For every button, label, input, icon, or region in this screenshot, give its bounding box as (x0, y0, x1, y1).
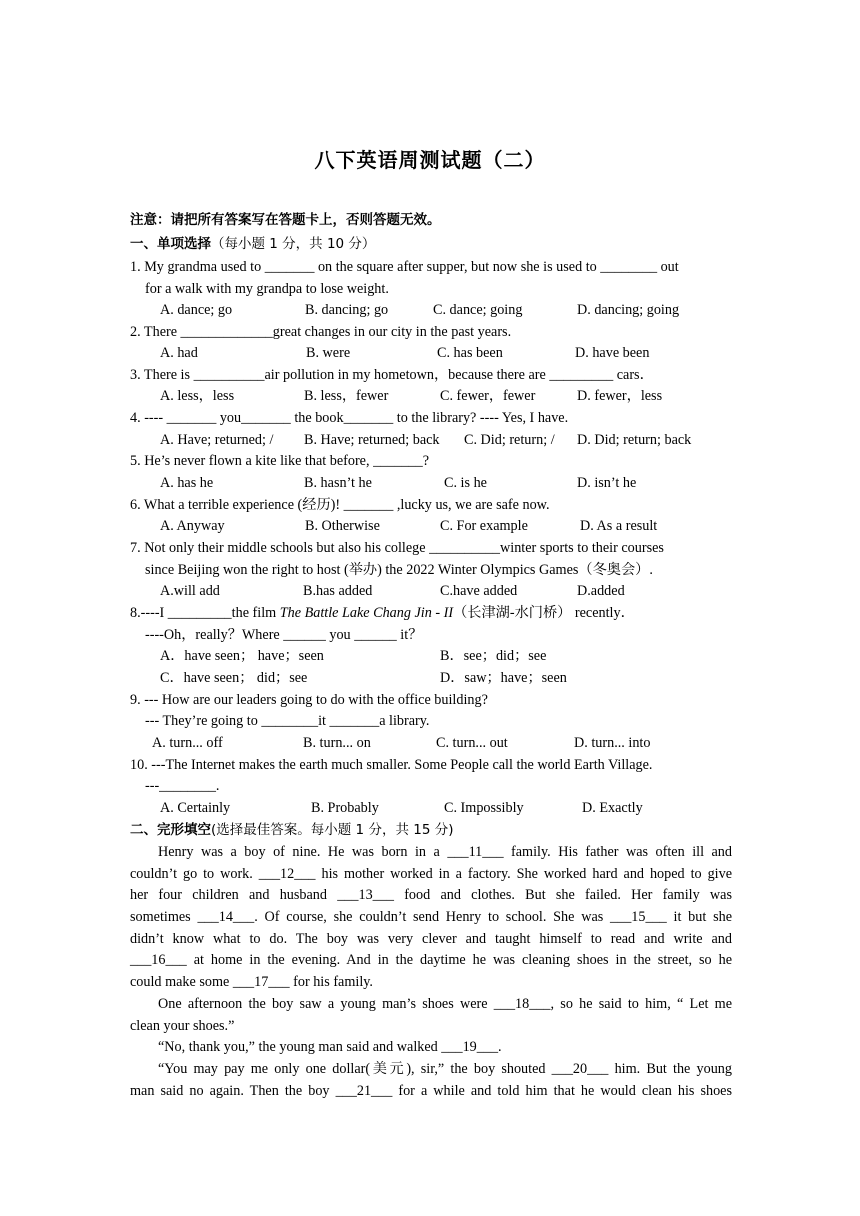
q5-stem: 5. He’s never flown a kite like that before, _______? (130, 453, 430, 469)
q2-option-c[interactable]: C. has been (437, 345, 503, 361)
q9-option-c[interactable]: C. turn... out (436, 735, 508, 751)
q6-option-c[interactable]: C. For example (440, 518, 528, 534)
q8-option-c[interactable]: C．have seen； did；see (160, 670, 308, 686)
q10-stem: 10. ---The Internet makes the earth much smaller. Some People call the world Earth Village. (130, 757, 653, 773)
q1-option-c[interactable]: C. dance; going (433, 302, 523, 318)
q7-option-a[interactable]: A.will add (160, 583, 220, 599)
q4-option-d[interactable]: D. Did; return; back (577, 432, 692, 448)
q9-option-a[interactable]: A. turn... off (152, 735, 223, 751)
q9-option-b[interactable]: B. turn... on (303, 735, 371, 751)
section2-title: 二、完形填空 (130, 822, 211, 838)
q10-stem-cont: ---________. (145, 778, 220, 794)
section1-title: 一、单项选择 (130, 236, 211, 252)
section1-heading (130, 234, 375, 254)
q10-option-a[interactable]: A. Certainly (160, 800, 231, 816)
q6-option-d[interactable]: D. As a result (580, 518, 658, 534)
q6-stem: 6. What a terrible experience (经历)! _______ ,lucky us, we are safe now. (130, 497, 550, 513)
q3-option-a[interactable]: A. less，less (160, 388, 235, 404)
q8-stem-cont: ----Oh，really？Where ______ you ______ it？ (145, 627, 423, 643)
q1-stem: 1. My grandma used to _______ on the square after supper, but now she is used to ________ out (130, 259, 679, 275)
q9-option-d[interactable]: D. turn... into (574, 735, 651, 751)
q9-stem: 9. --- How are our leaders going to do with the office building? (130, 692, 488, 708)
q5-option-d[interactable]: D. isn’t he (577, 475, 637, 491)
q4-option-c[interactable]: C. Did; return; / (464, 432, 555, 448)
q3-stem: 3. There is __________air pollution in my hometown，because there are _________ cars． (130, 367, 654, 383)
passage-line: could make some ___17___ for his family. (130, 974, 373, 991)
q4-option-b[interactable]: B. Have; returned; back (304, 432, 440, 448)
passage-line: Henry was a boy of nine. He was born in a ___11___ family. His father was often ill and (158, 844, 732, 860)
q7-stem: 7. Not only their middle schools but also his college __________winter sports to their courses (130, 540, 664, 556)
section2-heading (130, 820, 453, 840)
q8-film-title: The Battle Lake Chang Jin - II (279, 605, 454, 621)
q4-option-a[interactable]: A. Have; returned; / (160, 432, 274, 448)
section1-note: （每小题 1 分，共 10 分） (211, 236, 376, 252)
q8-stem-end: （长津湖-水门桥） recently． (453, 605, 635, 621)
q7-option-c[interactable]: C.have added (440, 583, 518, 599)
passage-line: “You may pay me only one dollar(美元), sir,” the boy shouted ___20___ him. But the young (158, 1060, 732, 1077)
passage-line: man said no again. Then the boy ___21___ for a while and told him that he would clean his shoes (130, 1082, 732, 1099)
q1-option-b[interactable]: B. dancing; go (305, 302, 389, 318)
q3-option-d[interactable]: D. fewer，less (577, 388, 663, 404)
q1-option-d[interactable]: D. dancing; going (577, 302, 680, 318)
q3-option-c[interactable]: C. fewer，fewer (440, 388, 536, 404)
page-title: 八下英语周测试题（二） (314, 148, 546, 172)
q2-stem: 2. There _____________great changes in our city in the past years. (130, 324, 512, 340)
passage-line: sometimes ___14___. Of course, she couldn’t send Henry to school. She was ___15___ it but she (130, 909, 732, 926)
q8-option-b[interactable]: B．see；did；see (440, 648, 547, 664)
q7-stem-cont: since Beijing won the right to host (举办) the 2022 Winter Olympics Games（冬奥会）. (145, 562, 653, 578)
passage-line: ___16___ at home in the evening. And in the daytime he was cleaning shoes in the street, so he (130, 952, 732, 969)
q10-option-b[interactable]: B. Probably (311, 800, 379, 816)
passage-line: didn’t know what to do. The boy was very clever and taught himself to read and write and (130, 930, 732, 947)
q4-stem: 4. ---- _______ you_______ the book_______ to the library? ---- Yes, I have. (130, 410, 569, 426)
q7-option-d[interactable]: D.added (577, 583, 625, 599)
q1-stem-cont: for a walk with my grandpa to lose weight. (145, 281, 389, 297)
q2-option-d[interactable]: D. have been (575, 345, 650, 361)
q1-option-a[interactable]: A. dance; go (160, 302, 233, 318)
passage-line: One afternoon the boy saw a young man’s shoes were ___18___, so he said to him, “ Let me (158, 995, 732, 1012)
q2-option-a[interactable]: A. had (160, 345, 198, 361)
section2-note: (选择最佳答案。每小题 1 分，共 15 分) (211, 822, 454, 838)
q5-option-a[interactable]: A. has he (160, 475, 214, 491)
passage-line: her four children and husband ___13___ food and clothes. But she failed. Her family was (130, 887, 732, 904)
q8-option-a[interactable]: A．have seen； have；seen (160, 648, 324, 664)
q9-stem-cont: --- They’re going to ________it _______a library. (145, 713, 430, 729)
q3-option-b[interactable]: B. less，fewer (304, 388, 389, 404)
passage-line: clean your shoes.” (130, 1017, 235, 1034)
q6-option-a[interactable]: A. Anyway (160, 518, 225, 534)
q8-stem-start: 8.----I _________the film (130, 605, 280, 621)
q5-option-c[interactable]: C. is he (444, 475, 487, 491)
q10-option-c[interactable]: C. Impossibly (444, 800, 524, 816)
q10-option-d[interactable]: D. Exactly (582, 800, 643, 816)
q8-option-d[interactable]: D．saw；have；seen (440, 670, 567, 686)
passage-line: couldn’t go to work. ___12___ his mother worked in a factory. She worked hard and hoped to give (130, 865, 732, 882)
q2-option-b[interactable]: B. were (306, 345, 351, 361)
q7-option-b[interactable]: B.has added (303, 583, 373, 599)
q5-option-b[interactable]: B. hasn’t he (304, 475, 372, 491)
cloze-passage (130, 842, 732, 1102)
notice: 注意：请把所有答案写在答题卡上，否则答题无效。 (130, 212, 441, 228)
passage-line: “No, thank you,” the young man said and walked ___19___. (158, 1039, 502, 1056)
q6-option-b[interactable]: B. Otherwise (305, 518, 380, 534)
q8-stem (130, 603, 635, 623)
